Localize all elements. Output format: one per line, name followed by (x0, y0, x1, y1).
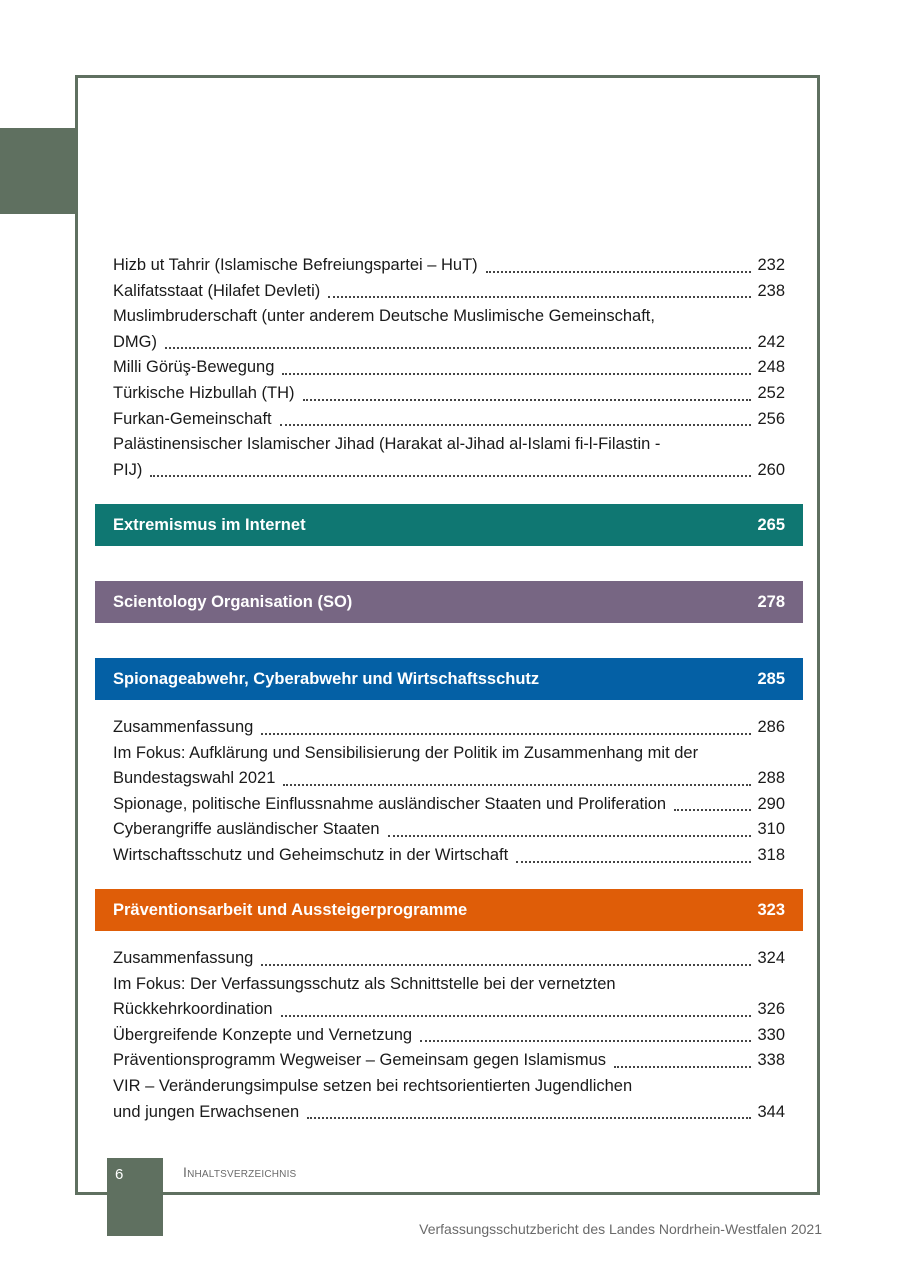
toc-entry-page: 310 (757, 820, 785, 839)
leader-dots (282, 373, 751, 375)
toc-entry[interactable] (113, 715, 785, 741)
leader-dots (420, 1040, 751, 1042)
toc-entry[interactable] (113, 1048, 785, 1074)
toc-entry-page: 260 (757, 460, 785, 479)
toc-entry[interactable] (113, 1023, 785, 1049)
toc-entry[interactable] (113, 792, 785, 818)
toc-entry-title: Bundestagswahl 2021 (113, 769, 276, 788)
toc-entry[interactable] (113, 330, 785, 356)
toc-entry-title: Zusammenfassung (113, 949, 254, 967)
toc-entry[interactable] (113, 381, 785, 407)
page-number: 6 (115, 1166, 124, 1183)
toc-list-islamism (113, 253, 785, 483)
toc-entry[interactable] (113, 253, 785, 279)
toc-entry[interactable] (113, 355, 785, 381)
toc-entry[interactable] (113, 458, 785, 484)
toc-entry-title: Übergreifende Konzepte und Vernetzung (113, 1025, 413, 1044)
toc-entry-page: 248 (757, 358, 785, 377)
toc-entry-page: 330 (757, 1025, 785, 1044)
leader-dots (486, 271, 752, 273)
toc-entry[interactable] (113, 817, 785, 843)
leader-dots (150, 475, 751, 477)
toc-entry-title: Zusammenfassung (113, 718, 254, 736)
leader-dots (261, 733, 751, 735)
toc-entry-title: PIJ) (113, 460, 143, 479)
leader-dots (303, 399, 752, 401)
toc-entry-title: DMG) (113, 332, 157, 351)
section-page: 285 (757, 669, 785, 688)
toc-list-spionage (113, 715, 785, 869)
toc-entry[interactable] (113, 407, 785, 433)
toc-entry-title-line[interactable]: Im Fokus: Der Verfassungsschutz als Schnittstelle bei der vernetzten (113, 974, 616, 993)
toc-entry-title: Furkan-Gemeinschaft (113, 409, 272, 428)
section-title: Spionageabwehr, Cyberabwehr und Wirtschaftsschutz (113, 669, 540, 688)
section-bar-spionage[interactable] (95, 658, 803, 700)
toc-entry-page: 242 (757, 332, 785, 351)
leader-dots (307, 1117, 751, 1119)
toc-entry-page: 344 (757, 1102, 785, 1121)
page-number-box (107, 1158, 163, 1236)
leader-dots (614, 1066, 751, 1068)
toc-entry-page: 238 (757, 281, 785, 300)
toc-entry-title: Türkische Hizbullah (TH) (113, 383, 295, 402)
toc-entry-title-line[interactable]: Im Fokus: Aufklärung und Sensibilisierung der Politik im Zusammenhang mit der (113, 743, 699, 762)
toc-entry-page: 252 (757, 383, 785, 402)
leader-dots (328, 296, 751, 298)
toc-entry[interactable] (113, 1100, 785, 1126)
toc-list-praevention (113, 946, 785, 1125)
toc-entry[interactable] (113, 843, 785, 869)
toc-entry-title: Hizb ut Tahrir (Islamische Befreiungspartei – HuT) (113, 256, 478, 274)
leader-dots (388, 835, 752, 837)
toc-entry-page: 318 (757, 845, 785, 864)
toc-entry-title-line[interactable]: VIR – Veränderungsimpulse setzen bei rechtsorientierten Jugendlichen (113, 1076, 633, 1095)
footer-publication-title: Verfassungsschutzbericht des Landes Nordrhein-Westfalen 2021 (419, 1221, 822, 1237)
leader-dots (281, 1015, 752, 1017)
section-page: 278 (757, 592, 785, 611)
toc-entry-title: Präventionsprogramm Wegweiser – Gemeinsam gegen Islamismus (113, 1051, 607, 1070)
leader-dots (165, 347, 751, 349)
toc-entry[interactable] (113, 946, 785, 972)
section-bar-extremismus[interactable] (95, 504, 803, 546)
toc-entry-page: 324 (757, 949, 785, 967)
side-tab-marker (0, 128, 75, 214)
toc-entry-title: Rückkehrkoordination (113, 1000, 273, 1019)
running-head: Inhaltsverzeichnis (183, 1164, 297, 1180)
toc-entry-page: 290 (757, 794, 785, 813)
toc-entry-title: und jungen Erwachsenen (113, 1102, 300, 1121)
leader-dots (283, 784, 751, 786)
section-page: 265 (757, 515, 785, 534)
toc-entry-title: Milli Görüş-Bewegung (113, 358, 275, 377)
toc-entry-page: 256 (757, 409, 785, 428)
toc-entry[interactable] (113, 997, 785, 1023)
toc-entry[interactable] (113, 279, 785, 305)
toc-entry-page: 286 (757, 718, 785, 736)
section-title: Scientology Organisation (SO) (113, 592, 353, 611)
leader-dots (516, 861, 751, 863)
toc-entry-title: Cyberangriffe ausländischer Staaten (113, 820, 380, 839)
section-bar-praevention[interactable] (95, 889, 803, 931)
toc-entry-page: 326 (757, 1000, 785, 1019)
toc-entry-title-line[interactable]: Palästinensischer Islamischer Jihad (Harakat al-Jihad al-Islami fi-l-Filastin - (113, 435, 661, 454)
toc-entry-page: 288 (757, 769, 785, 788)
section-page: 323 (757, 900, 785, 919)
leader-dots (674, 809, 751, 811)
toc-entry-page: 338 (757, 1051, 785, 1070)
toc-entry[interactable] (113, 766, 785, 792)
toc-entry-title: Kalifatsstaat (Hilafet Devleti) (113, 281, 321, 300)
section-title: Präventionsarbeit und Aussteigerprogramme (113, 900, 468, 919)
toc-entry-title: Spionage, politische Einflussnahme ausländischer Staaten und Proliferation (113, 794, 667, 813)
leader-dots (280, 424, 752, 426)
toc-entry-title-line[interactable]: Muslimbruderschaft (unter anderem Deutsche Muslimische Gemeinschaft, (113, 307, 655, 326)
section-title: Extremismus im Internet (113, 515, 306, 534)
toc-entry-title: Wirtschaftsschutz und Geheimschutz in der Wirtschaft (113, 845, 509, 864)
leader-dots (261, 964, 751, 966)
toc-entry-page: 232 (757, 256, 785, 274)
section-bar-scientology[interactable] (95, 581, 803, 623)
